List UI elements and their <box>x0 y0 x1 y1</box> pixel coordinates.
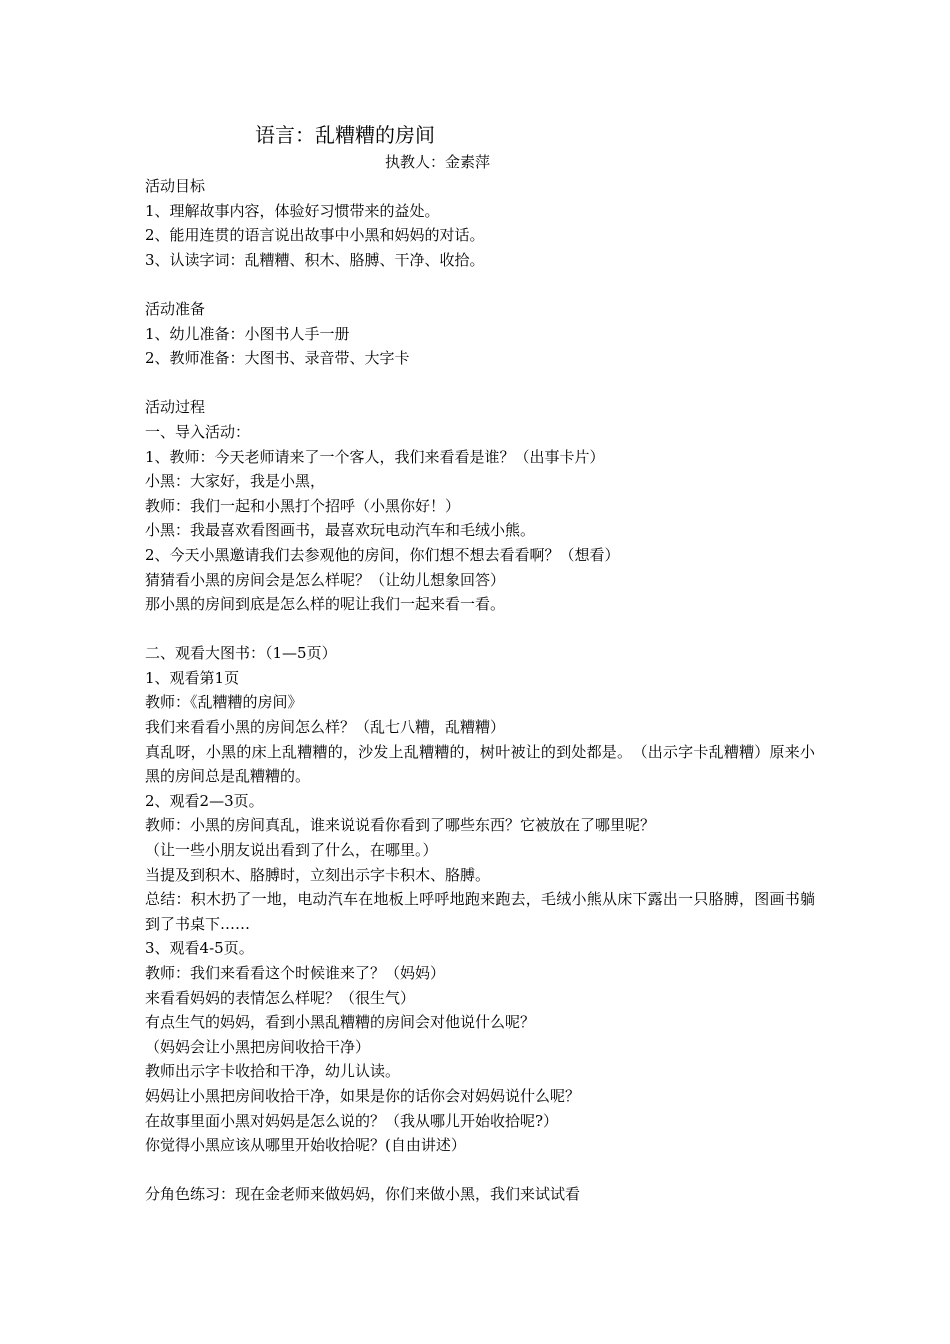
text-line: 分角色练习：现在金老师来做妈妈，你们来做小黑，我们来试试看 <box>145 1185 581 1204</box>
section-goals <box>145 174 815 272</box>
text-line: 猜猜看小黑的房间会是怎么样呢？（让幼儿想象回答） <box>145 570 506 589</box>
document-page <box>145 120 815 1207</box>
text-line: 教师：我们一起和小黑打个招呼（小黑你好！） <box>145 496 461 515</box>
text-paragraph: 真乱呀，小黑的床上乱糟糟的，沙发上乱糟糟的，树叶被让的到处都是。 （出示字卡乱糟糟）原来小黑的房间总是乱糟糟的。 <box>145 742 815 786</box>
text-line: 来看看妈妈的表情怎么样呢？（很生气） <box>145 988 416 1007</box>
document-title: 语言：乱糟糟的房间 <box>255 123 435 147</box>
text-line: 教师：我们来看看这个时候谁来了？（妈妈） <box>145 964 446 982</box>
blank-line <box>145 617 815 642</box>
text-line: 教师出示字卡收拾和干净，幼儿认读。 <box>145 1062 401 1081</box>
section-heading: 二、观看大图书：（1—5页） <box>145 644 337 663</box>
text-line: 2、能用连贯的语言说出故事中小黑和妈妈的对话。 <box>145 226 485 245</box>
text-line: 1、理解故事内容，体验好习惯带来的益处。 <box>145 201 440 220</box>
text-line: 我们来看看小黑的房间怎么样？（乱七八糟，乱糟糟） <box>145 718 506 737</box>
text-paragraph: 总结：积木扔了一地，电动汽车在地板上呼呼地跑来跑去，毛绒小熊从床下露出一只胳膊，图画书躺到了书桌下…… <box>145 890 815 933</box>
blank-line <box>145 272 815 297</box>
text-line: 你觉得小黑应该从哪里开始收拾呢？(自由讲述） <box>145 1136 466 1155</box>
section-process <box>145 395 815 616</box>
section-preparation <box>145 297 815 371</box>
text-line: （让一些小朋友说出看到了什么，在哪里。） <box>145 841 438 860</box>
section-heading: 活动过程 <box>145 398 206 417</box>
text-line: 2、教师准备：大图书、录音带、大字卡 <box>145 349 410 368</box>
text-line: 1、幼儿准备：小图书人手一册 <box>145 324 350 343</box>
section-role-play <box>145 1182 815 1207</box>
section-heading: 活动准备 <box>145 299 206 318</box>
blank-line <box>145 371 815 396</box>
section-big-book <box>145 641 815 1157</box>
text-line: （妈妈会让小黑把房间收拾干净） <box>145 1037 371 1056</box>
text-line: 1、教师：今天老师请来了一个客人，我们来看看是谁？（出事卡片） <box>145 447 605 466</box>
text-line: 小黑：大家好，我是小黑， <box>145 472 326 491</box>
text-line: 小黑：我最喜欢看图画书，最喜欢玩电动汽车和毛绒小熊。 <box>145 521 536 540</box>
text-line: 当提及到积木、胳膊时，立刻出示字卡积木、胳膊。 <box>145 865 491 884</box>
text-line: 3、认读字词：乱糟糟、积木、胳膊、干净、收拾。 <box>145 250 485 269</box>
text-line: 2、观看2—3页。 <box>145 791 264 810</box>
text-line: 有点生气的妈妈，看到小黑乱糟糟的房间会对他说什么呢？ <box>145 1013 536 1032</box>
text-line: 一、导入活动： <box>145 422 251 441</box>
text-line: 1、观看第1页 <box>145 668 240 687</box>
text-line: 教师：小黑的房间真乱，谁来说说看你看到了哪些东西？它被放在了哪里呢？ <box>145 816 656 835</box>
text-line: 3、观看4-5页。 <box>145 939 254 958</box>
text-line: 妈妈让小黑把房间收拾干净，如果是你的话你会对妈妈说什么呢？ <box>145 1086 581 1105</box>
blank-line <box>145 1158 815 1183</box>
text-line: 教师：《乱糟糟的房间》 <box>145 693 303 712</box>
text-line: 那小黑的房间到底是怎么样的呢让我们一起来看一看。 <box>145 595 506 614</box>
section-heading: 活动目标 <box>145 177 206 195</box>
text-line: 2、今天小黑邀请我们去参观他的房间，你们想不想去看看啊？（想看） <box>145 545 620 564</box>
document-author: 执教人：金素萍 <box>385 153 491 171</box>
text-line: 在故事里面小黑对妈妈是怎么说的？（我从哪儿开始收拾呢?） <box>145 1111 559 1130</box>
